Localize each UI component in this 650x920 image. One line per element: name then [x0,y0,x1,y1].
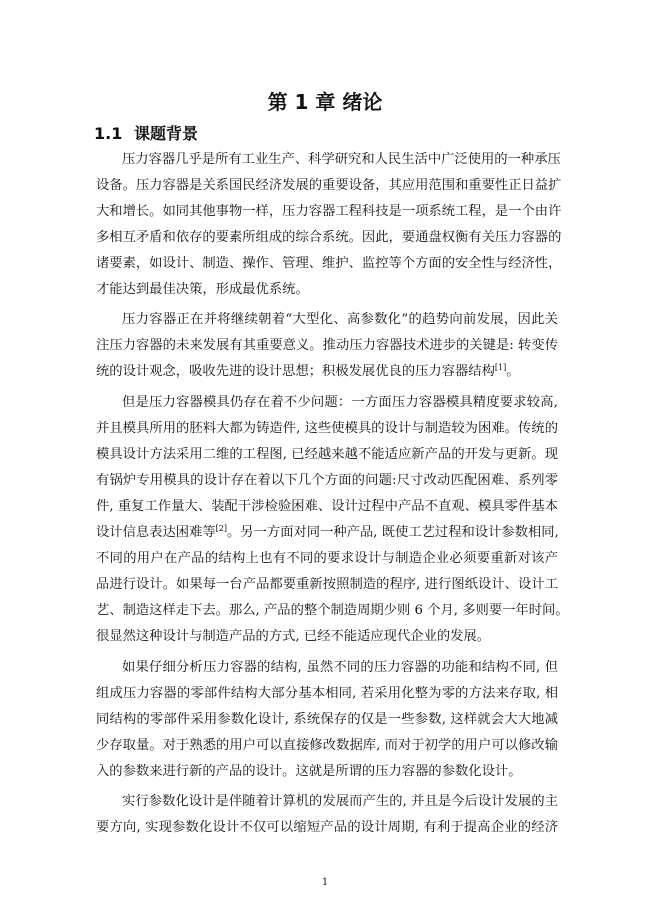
paragraph-line: 压力容器正在并将继续朝着“大型化、高参数化”的趋势向前发展，因此关 [122,312,558,327]
section-title: 课题背景 [134,124,199,143]
citation-ref: [2] [215,524,228,533]
citation-ref: [1] [494,363,507,372]
section-number: 1.1 [94,124,123,143]
paragraph-text: 。 [506,364,520,379]
paragraph-line: 品进行设计。如果每一台产品都要重新按照制造的程序, 进行图纸设计、设计工 [96,577,558,592]
section-heading [94,121,198,144]
paragraph-line [96,520,558,546]
paragraph-line: 艺、制造这样走下去。那么, 产品的整个制造周期少则 6 个月, 多则要一年时间。 [96,603,569,618]
paragraph-line: 有锅炉专用模具的设计存在着以下几个方面的问题:尺寸改动匹配困难、系列零 [96,473,558,488]
paragraph-line: 入的参数来进行新的产品的设计。这就是所谓的压力容器的参数化设计。 [96,764,522,779]
page-number: 1 [321,877,329,888]
paragraph-line: 同结构的零部件采用参数化设计, 系统保存的仅是一些参数, 这样就会大大地减 [96,712,558,727]
paragraph-text: 设计信息表达困难等 [96,525,216,540]
paragraph-line: 但是压力容器模具仍存在着不少问题：一方面压力容器模具精度要求较高, [122,395,558,410]
paragraph-line: 实行参数化设计是伴随着计算机的发展而产生的, 并且是今后设计发展的主 [122,794,558,809]
paragraph-line: 压力容器几乎是所有工业生产、科学研究和人民生活中广泛使用的一种承压 [122,152,561,167]
paragraph-line: 诸要素，如设计、制造、操作、管理、维护、监控等个方面的安全性与经济性， [96,256,562,271]
paragraph-line: 如果仔细分析压力容器的结构, 虽然不同的压力容器的功能和结构不同, 但 [122,660,558,675]
paragraph-line: 少存取量。对于熟悉的用户可以直接修改数据库, 而对于初学的用户可以修改输 [96,738,558,753]
paragraph-text: 。另一方面对同一种产品, 既使工艺过程和设计参数相同, [227,525,559,540]
paragraph-line [96,359,558,385]
paragraph-line: 才能达到最佳决策，形成最优系统。 [96,282,309,297]
paragraph-line: 很显然这种设计与制造产品的方式, 已经不能适应现代企业的发展。 [96,629,491,644]
paragraph-line: 组成压力容器的零部件结构大部分基本相同, 若采用化整为零的方法来存取, 相 [96,686,558,701]
paragraph-line: 模具设计方法采用二维的工程图, 已经越来越不能适应新产品的开发与更新。现 [96,447,558,462]
paragraph-text: 统的设计观念，吸收先进的设计思想；积极发展优良的压力容器结构 [96,364,495,379]
paragraph-line: 多相互矛盾和依存的要素所组成的综合系统。因此，要通盘权衡有关压力容器的 [96,230,562,245]
paragraph-line: 设备。压力容器是关系国民经济发展的重要设备，其应用范围和重要性正日益扩 [96,178,562,193]
paragraph-line: 注压力容器的未来发展有其重要意义。推动压力容器技术进步的关键是: 转变传 [96,338,558,353]
paragraph-line: 要方向, 实现参数化设计不仅可以缩短产品的设计周期, 有利于提高企业的经济 [96,820,558,835]
chapter-title: 第 1 章 绪论 [267,90,383,114]
paragraph-line: 件, 重复工作量大、装配干涉检验困难、设计过程中产品不直观、模具零件基本 [96,499,558,514]
paragraph-line: 大和增长。如同其他事物一样，压力容器工程科技是一项系统工程，是一个由许 [96,204,562,219]
paragraph-line: 并且模具所用的胚料大都为铸造件, 这些使模具的设计与制造较为困难。传统的 [96,421,558,436]
paragraph-line: 不同的用户在产品的结构上也有不同的要求设计与制造企业必须要重新对该产 [96,551,558,566]
